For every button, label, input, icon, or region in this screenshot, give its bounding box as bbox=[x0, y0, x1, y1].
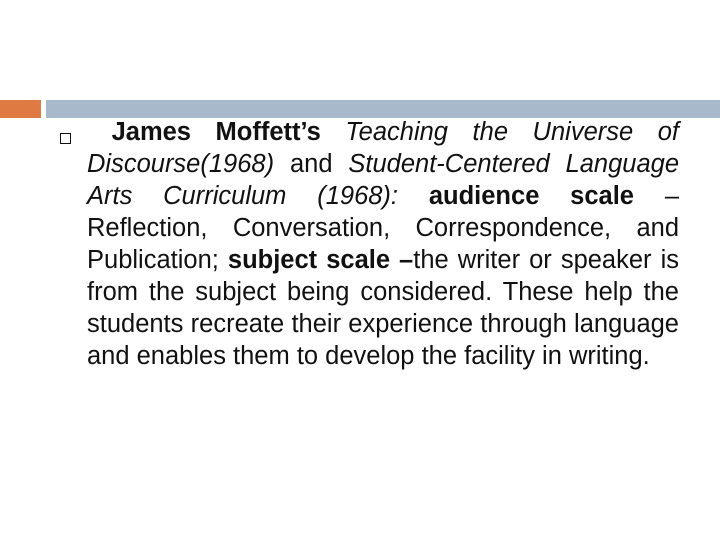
term-subject-scale: subject scale – bbox=[227, 246, 414, 274]
conjunction-and: and bbox=[289, 150, 333, 178]
book-title-1: Teaching the Universe of Discourse(1968) bbox=[87, 118, 680, 178]
term-audience-scale: audience scale bbox=[428, 182, 634, 210]
book-title-2: Student-Centered Language Arts Curriculum (1968): bbox=[87, 150, 680, 210]
subject-scale-description: the writer or speaker is from the subject being considered. These help the students recreate their experience through language and enables them to develop the facility in writing. bbox=[87, 246, 679, 370]
slide-body-paragraph bbox=[87, 116, 679, 372]
audience-scale-description: –Reflection, Conversation, Correspondence, and Publication; bbox=[87, 182, 679, 274]
author-name: James Moffett’s bbox=[111, 118, 321, 146]
hollow-square-bullet-icon bbox=[60, 133, 71, 144]
header-accent-orange-bar bbox=[0, 100, 41, 118]
